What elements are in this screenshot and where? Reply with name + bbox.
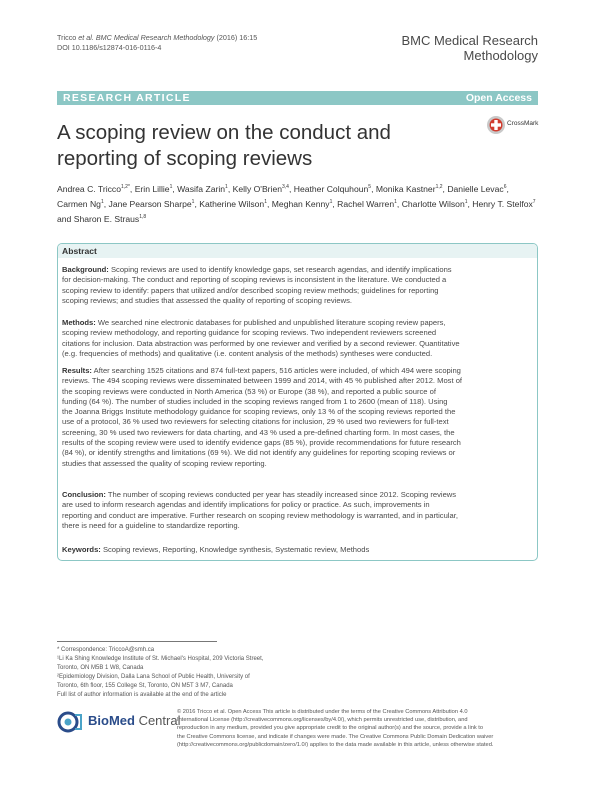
abstract-header-bar <box>58 244 537 258</box>
author-affiliation: 1 <box>464 198 468 205</box>
article-type-label: RESEARCH ARTICLE <box>63 92 191 104</box>
author-name: Danielle Levac <box>447 183 504 194</box>
keywords-label: Keywords: <box>62 545 101 554</box>
open-access-label: Open Access <box>465 92 532 104</box>
author-name: Sharon E. Straus <box>73 213 140 224</box>
author-affiliation: 1,2 <box>435 184 443 190</box>
author-name: Henry T. Stelfox <box>472 198 533 209</box>
abstract-results: Results: After searching 1525 citations and 874 full-text papers, 516 articles were included, of which 494 were scoping reviews. The 494 scoping reviews were disseminated between 1999 and 2014, with 45 % published after 2012. Most of the scoping reviews were conducted in North America (53 %) or Europe (38 %), and reported a public source of funding (64 %). The number of studies included in the scoping reviews ranged from 1 to 2600 (mean of 118). Using the Joanna Briggs Institute methodology guidance for scoping reviews, only 13 % of the scoping reviews reported the use of a protocol, 36 % used two reviewers for selecting citations for inclusion, 29 % used two reviewers for full-text screening, 30 % used two reviewers for data charting, and 43 % used a pre-defined charting form. In most cases, the results of the scoping review were used to identify evidence gaps (85 %), provide recommendations for future research (84 %), or identify strengths and limitations (69 %). We did not identify any guidelines for reporting scoping reviews or studies that assessed the quality of scoping review reporting. <box>62 366 463 468</box>
author-affiliation: 6 <box>503 184 507 190</box>
biomed-central-logo-icon <box>57 711 85 733</box>
author-affiliation: 1 <box>169 184 173 190</box>
author-name: Rachel Warren <box>337 198 395 209</box>
publisher-name: BioMed Central <box>88 713 181 728</box>
citation-header: Tricco et al. BMC Medical Research Methodology (2016) 16:15 DOI 10.1186/s12874-016-0116-4 <box>57 33 258 52</box>
author-affiliation: 1,2* <box>121 184 130 190</box>
author-affiliation: 7 <box>532 198 536 205</box>
author-affiliation: 3,4 <box>282 184 289 190</box>
author-name: Kelly O'Brien <box>232 183 283 194</box>
license-text: © 2016 Tricco et al. Open Access This article is distributed under the terms of the Creative Commons Attribution 4.0 International License (http://creativecommons.org/licenses/by/4.0/), which permits unrestricted use, distribution, and reproduction in any medium, provided you give appropriate credit to the original author(s) and the source, provide a link to the Creative Commons license, and indicate if changes were made. The Creative Commons Public Domain Dedication waiver (http://creativecommons.org/publicdomain/zero/1.0/) applies to the data made available in this article, unless otherwise stated. <box>177 709 494 748</box>
crossmark-icon[interactable] <box>486 115 506 135</box>
article-title: A scoping review on the conduct and reporting of scoping reviews <box>57 121 391 170</box>
author-name: Katherine Wilson <box>199 198 265 209</box>
background-label: Background: <box>62 265 109 274</box>
abstract-conclusion: Conclusion: The number of scoping reviews conducted per year has steadily increased since 2012. Scoping reviews are used to inform research agendas and identify implications for policy or practice. As such, improvements in reporting and conduct are imperative. Further research on scoping review methodology is warranted, and in particular, there is need for a guideline to standardize reporting. <box>62 490 458 530</box>
author-name: Wasifa Zarin <box>177 183 226 194</box>
abstract-background: Background: Scoping reviews are used to identify knowledge gaps, set research agendas, and identify implications for decision-making. The conduct and reporting of scoping reviews is inconsistent in the literature. We conducted a scoping review to identify: papers that utilized and/or described scoping review methods; guidelines for reporting scoping reviews; and studies that assessed the quality of reporting of scoping reviews. <box>62 265 452 305</box>
abstract-heading: Abstract <box>62 246 97 256</box>
author-name: Heather Colquhoun <box>293 183 369 194</box>
journal-name: BMC Medical Research Methodology <box>401 33 538 63</box>
results-label: Results: <box>62 366 92 375</box>
abstract-methods: Methods: We searched nine electronic databases for published and unpublished literature scoping review papers, scoping review methodology, and reporting guidance for scoping reviews. Two independent reviewers screened citations for inclusion. Data abstraction was performed by one reviewer and verified by a second reviewer. Quantitative (e.g. frequencies of methods) and qualitative (i.e. content analysis of the methods) syntheses were conducted. <box>62 318 460 358</box>
doi[interactable]: DOI 10.1186/s12874-016-0116-4 <box>57 43 162 52</box>
author-list: Andrea C. Tricco$^{1,2*}$, Erin Lillie$^1$, Wasifa Zarin$^1$, Kelly O'Brien$^{3,4}$, Heather Colquhoun$^5$, Monika Kastner$^{1,2}$, Danielle Levac$^6$, Carmen Ng$^1$, Jane Pearson Sharpe$^1$, Katherine Wilson$^1$, Meghan Kenny$^1$, Rachel Warren$^1$, Charlotte Wilson$^1$, Henry T. Stelfox$^7$ and Sharon E. Straus$^{1,8}$ <box>57 183 536 224</box>
author-affiliation: 5 <box>368 184 372 190</box>
author-name: Monika Kastner <box>375 183 436 194</box>
conclusion-label: Conclusion: <box>62 490 106 499</box>
author-affiliation: 1 <box>191 198 195 205</box>
author-affiliation: 1 <box>100 198 104 205</box>
author-affiliation: 1,8 <box>139 213 147 220</box>
author-name: Andrea C. Tricco <box>57 183 121 194</box>
author-name: Meghan Kenny <box>271 198 330 209</box>
abstract-keywords: Keywords: Scoping reviews, Reporting, Knowledge synthesis, Systematic review, Methods <box>62 545 370 554</box>
author-affiliation: 1 <box>394 198 397 205</box>
correspondence-email[interactable]: * Correspondence: TriccoA@smh.ca <box>57 647 155 653</box>
author-name: Carmen Ng <box>57 198 101 209</box>
author-affiliation: 1 <box>264 198 267 205</box>
author-affiliation: 1 <box>225 184 228 190</box>
methods-label: Methods: <box>62 318 96 327</box>
author-name: Charlotte Wilson <box>401 198 465 209</box>
correspondence-footnotes: * Correspondence: TriccoA@smh.ca ¹Li Ka Shing Knowledge Institute of St. Michael's Hospital, 209 Victoria Street, Toronto, ON M5B 1 W8, Canada ²Epidemiology Division, Dalla Lana School of Public Health, University of Toronto, 6th floor, 155 College St, Toronto, ON M5T 3 M7, Canada Full list of author information is available at the end of the article <box>57 646 307 701</box>
crossmark-label[interactable]: CrossMark <box>507 120 539 127</box>
footnote-divider <box>57 641 217 642</box>
author-affiliation: 1 <box>329 198 333 205</box>
author-name: Jane Pearson Sharpe <box>108 198 192 209</box>
author-name: Erin Lillie <box>134 183 170 194</box>
